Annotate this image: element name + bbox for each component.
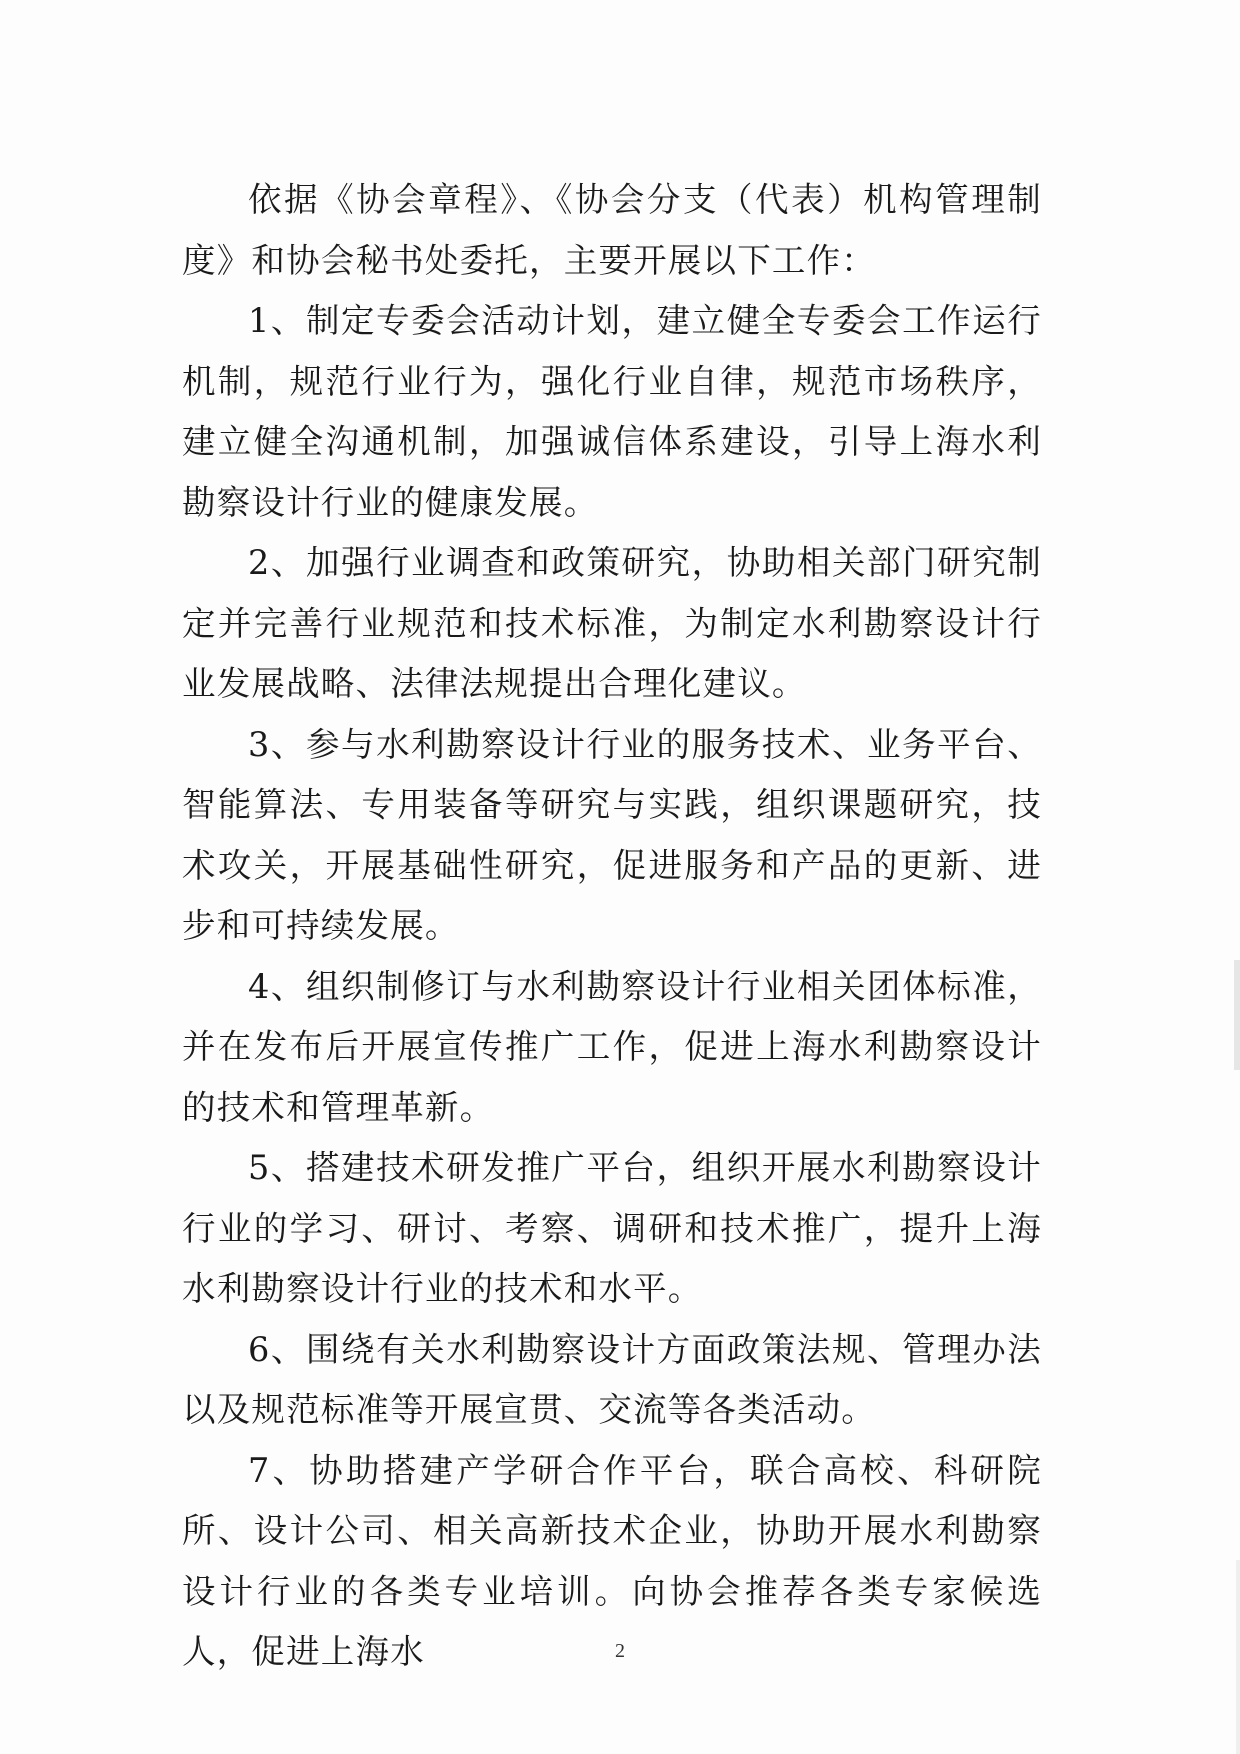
paragraph-item-4: 4、组织制修订与水利勘察设计行业相关团体标准，并在发布后开展宣传推广工作，促进上海水利勘察设计的技术和管理革新。 <box>182 966 1042 1127</box>
paragraph-item-3: 3、参与水利勘察设计行业的服务技术、业务平台、智能算法、专用装备等研究与实践，组织课题研究，技术攻关，开展基础性研究，促进服务和产品的更新、进步和可持续发展。 <box>182 724 1042 945</box>
document-body <box>182 170 1042 1683</box>
paragraph-item-1: 1、制定专委会活动计划，建立健全专委会工作运行机制，规范行业行为，强化行业自律，规范市场秩序，建立健全沟通机制，加强诚信体系建设，引导上海水利勘察设计行业的健康发展。 <box>182 301 1042 522</box>
paragraph-intro: 依据《协会章程》、《协会分支（代表）机构管理制度》和协会秘书处委托，主要开展以下工作： <box>182 180 1042 280</box>
paragraph-item-2: 2、加强行业调查和政策研究，协助相关部门研究制定并完善行业规范和技术标准，为制定水利勘察设计行业发展战略、法律法规提出合理化建议。 <box>182 543 1042 703</box>
scan-edge-mark-lower <box>1236 1560 1240 1754</box>
paragraph-item-6: 6、围绕有关水利勘察设计方面政策法规、管理办法以及规范标准等开展宣贯、交流等各类活动。 <box>182 1329 1042 1429</box>
scan-edge-mark <box>1234 960 1240 1070</box>
page-number: 2 <box>615 1640 625 1662</box>
paragraph-item-5: 5、搭建技术研发推广平台，组织开展水利勘察设计行业的学习、研讨、考察、调研和技术推广，提升上海水利勘察设计行业的技术和水平。 <box>182 1148 1042 1308</box>
paragraph-item-7: 7、协助搭建产学研合作平台，联合高校、科研院所、设计公司、相关高新技术企业，协助开展水利勘察设计行业的各类专业培训。向协会推荐各类专家候选人，促进上海水 <box>182 1450 1042 1671</box>
